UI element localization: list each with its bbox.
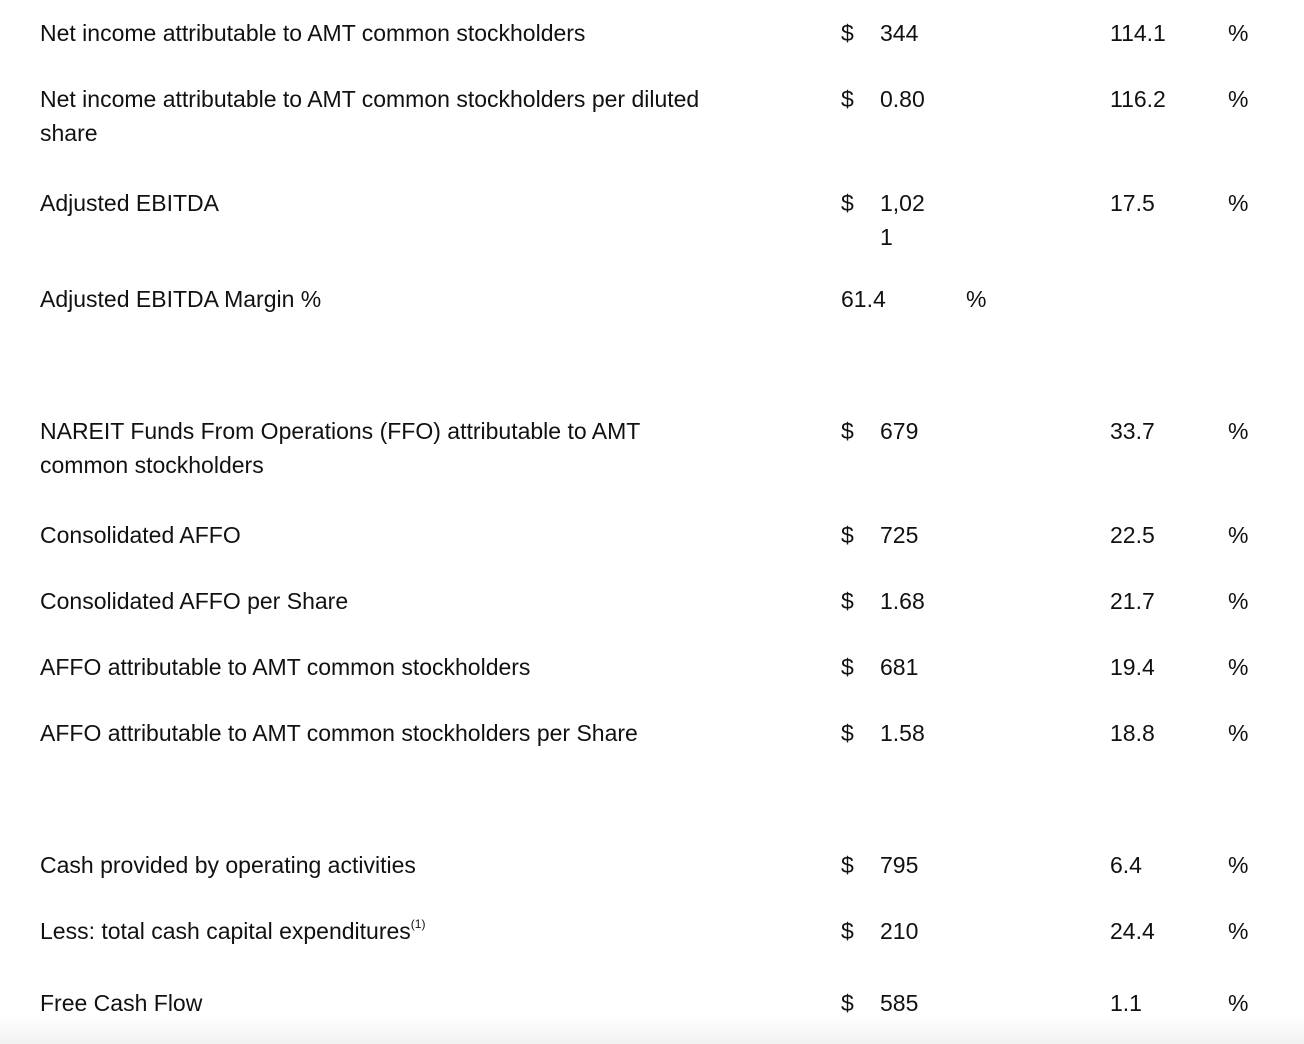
- row-change: 6.4: [1110, 852, 1142, 878]
- currency-symbol: $: [841, 918, 854, 944]
- row-label: [40, 914, 700, 948]
- row-label: Adjusted EBITDA Margin %: [40, 286, 322, 312]
- currency-symbol: $: [841, 990, 854, 1016]
- percent-sign: %: [1228, 720, 1249, 746]
- currency-symbol: $: [841, 20, 854, 46]
- percent-sign: %: [1228, 852, 1249, 878]
- percent-sign: %: [1228, 990, 1249, 1016]
- bottom-fade: [0, 1016, 1304, 1044]
- row-amount: 0.80: [880, 86, 925, 112]
- row-amount: 210: [880, 918, 919, 944]
- row-change: 18.8: [1110, 720, 1155, 746]
- row-change: 24.4: [1110, 918, 1155, 944]
- currency-symbol: $: [841, 720, 854, 746]
- percent-sign: %: [966, 286, 987, 312]
- row-label: Net income attributable to AMT common stockholders per diluted share: [40, 86, 700, 146]
- row-amount: 585: [880, 990, 919, 1016]
- row-label: Consolidated AFFO: [40, 522, 241, 548]
- row-change: 17.5: [1110, 190, 1155, 216]
- currency-symbol: $: [841, 654, 854, 680]
- row-label: NAREIT Funds From Operations (FFO) attributable to AMT common stockholders: [40, 418, 640, 478]
- row-change: 22.5: [1110, 522, 1155, 548]
- row-label: Net income attributable to AMT common stockholders: [40, 20, 586, 46]
- row-change: 1.1: [1110, 990, 1142, 1016]
- currency-symbol: $: [841, 190, 854, 216]
- currency-symbol: $: [841, 418, 854, 444]
- row-amount: 1.68: [880, 588, 925, 614]
- row-amount: 1,021: [880, 190, 925, 250]
- row-amount: 344: [880, 20, 919, 46]
- row-change: 116.2: [1110, 86, 1166, 112]
- currency-symbol: $: [841, 852, 854, 878]
- row-amount: 61.4: [841, 286, 886, 312]
- row-amount: 1.58: [880, 720, 925, 746]
- row-change: 21.7: [1110, 588, 1155, 614]
- row-label: Cash provided by operating activities: [40, 852, 416, 878]
- row-label: Consolidated AFFO per Share: [40, 588, 349, 614]
- currency-symbol: $: [841, 86, 854, 112]
- row-amount: 795: [880, 852, 919, 878]
- row-label: Adjusted EBITDA: [40, 190, 219, 216]
- percent-sign: %: [1228, 588, 1249, 614]
- row-amount: 681: [880, 654, 919, 680]
- percent-sign: %: [1228, 190, 1249, 216]
- row-amount: 725: [880, 522, 919, 548]
- row-amount: 679: [880, 418, 919, 444]
- row-label-text: Less: total cash capital expenditures: [40, 918, 411, 944]
- row-label: AFFO attributable to AMT common stockholders per Share: [40, 720, 638, 746]
- row-label: AFFO attributable to AMT common stockholders: [40, 654, 531, 680]
- currency-symbol: $: [841, 588, 854, 614]
- currency-symbol: $: [841, 522, 854, 548]
- percent-sign: %: [1228, 86, 1249, 112]
- percent-sign: %: [1228, 918, 1249, 944]
- row-change: 114.1: [1110, 20, 1166, 46]
- row-label: Free Cash Flow: [40, 990, 203, 1016]
- percent-sign: %: [1228, 522, 1249, 548]
- row-change: 33.7: [1110, 418, 1155, 444]
- percent-sign: %: [1228, 418, 1249, 444]
- percent-sign: %: [1228, 20, 1249, 46]
- row-change: 19.4: [1110, 654, 1155, 680]
- percent-sign: %: [1228, 654, 1249, 680]
- footnote-marker: (1): [410, 917, 426, 932]
